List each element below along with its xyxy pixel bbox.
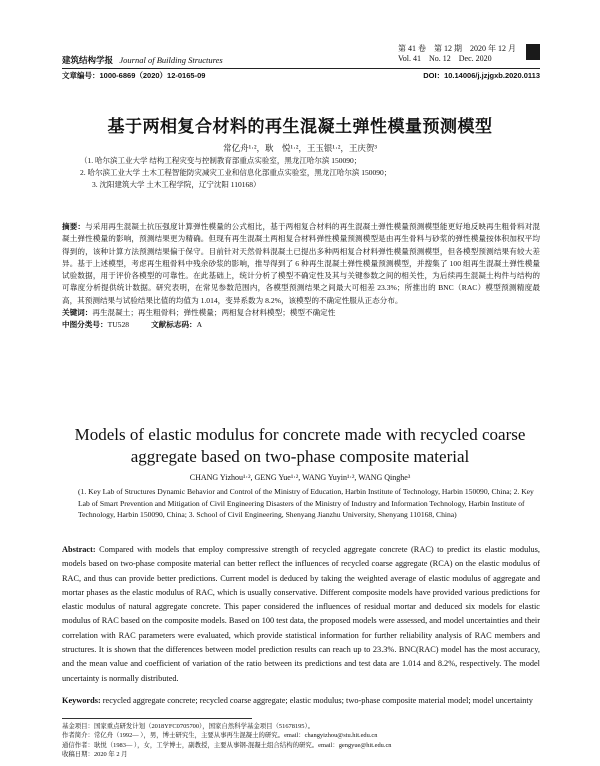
header-rule xyxy=(62,68,540,69)
footnote-rule xyxy=(62,718,252,719)
footnote-corresponding: 通信作者：耿悦（1983— ），女，工学博士，副教授，主要从事钢-混凝土组合结构的研究。email：gengyue@hit.edu.cn xyxy=(62,741,392,749)
chinese-authors: 常亿舟¹·²，耿 悦¹·²，王玉银¹·²，王庆贺³ xyxy=(223,143,377,153)
keywords-text: 再生混凝土；再生粗骨料；弹性模量；两相复合材料模型；模型不确定性 xyxy=(92,308,336,318)
abstract-label: 摘要： xyxy=(62,222,86,231)
journal-name-cn: 建筑结构学报 xyxy=(62,55,114,65)
clc-value: TU528 xyxy=(107,320,130,330)
chinese-abstract-body xyxy=(62,221,540,307)
issue-cn: 第 12 期 xyxy=(434,44,462,53)
footnotes xyxy=(62,722,540,760)
english-affiliations: (1. Key Lab of Structures Dynamic Behavior and Control of the Ministry of Education, Harbin Institute of Technology, Harbin 150090, China; 2. Key Lab of Smart Prevention and Mitigation of Civil Engineering Disasters of the Ministry of Industry and Information Technology, Harbin Institute of Technology, Harbin 150090, China; 3. School of Civil Engineering, Shenyang Jianzhu University, Shenyang 110168, China) xyxy=(78,487,534,519)
affiliation-line: （1. 哈尔滨工业大学 结构工程灾变与控制教育部重点实验室，黑龙江哈尔滨 150090； xyxy=(80,156,362,165)
footnote-author: 作者简介：常亿舟（1992— ），男，博士研究生，主要从事再生混凝土的研究。email：changyizhou@stu.hit.edu.cn xyxy=(62,732,378,740)
issue-info xyxy=(398,44,522,64)
date-cn: 2020 年 12 月 xyxy=(470,44,516,53)
issue-en: No. 12 xyxy=(428,54,451,63)
footnote-funding: 基金项目：国家重点研发计划（2018YFC0705700），国家自然科学基金项目（51678195）。 xyxy=(62,723,315,730)
doc-code-label: 文献标志码： xyxy=(151,320,197,330)
running-header xyxy=(62,46,540,68)
abstract-text: 与采用再生混凝土抗压强度计算弹性模量的公式相比，基于两相复合材料的再生混凝土弹性模量预测模型能更好地反映再生粗骨料对混凝土弹性模量的影响，预测结果更为精确。但现有再生混凝土两相复合材料弹性模量预测模型是由再生骨料与砂浆的弹性模量按体积加权平均得到的，该种计算方法预测结果偏于保守。目前针对天然骨料混凝土已提出多种两相复合材料弹性模量预测模型，但各模型预测结果有较大差异。基于上述模型，考虑再生粗骨料中残余砂浆的影响，推导得到了 6 种再生混凝土弹性模量预测模型，并搜集了 100 组再生混凝土弹性模量试验数据，用于评价各模型的可靠性。在此基础上，统计分析了模型不确定性及其与关键参数之间的相关性，为后续再生混凝土构件与结构的可靠度分析提供统计数据。研究表明，在常见参数范围内，各模型预测结果之间最大可相差 23.3%；所推出的 BNC（RAC）模型预测精度最高，其预测结果与试验结果比值的均值为 1.014，变异系数为 8.2%，该模型的不确定性服从正态分布。 xyxy=(62,222,540,305)
english-abstract-label: Abstract: xyxy=(62,545,96,554)
english-authors: CHANG Yizhou¹·², GENG Yue¹·², WANG Yuyin¹·², WANG Qinghe³ xyxy=(189,473,411,482)
clc-label: 中图分类号： xyxy=(62,320,108,330)
english-keywords-text: recycled aggregate concrete; recycled coarse aggregate; elastic modulus; two-phase composite material model; model uncertainty xyxy=(100,696,533,705)
date-en: Dec. 2020 xyxy=(458,54,492,63)
doc-code-value: A xyxy=(196,320,203,330)
keywords-label: 关键词： xyxy=(62,308,93,318)
footnote-received: 收稿日期：2020 年 2 月 xyxy=(62,751,128,759)
doi: DOI：10.14006/j.jzjgxb.2020.0113 xyxy=(423,71,540,80)
english-title-line1: Models of elastic modulus for concrete made with recycled coarse xyxy=(74,425,526,444)
english-title xyxy=(40,424,560,468)
chinese-title: 基于两相复合材料的再生混凝土弹性模量预测模型 xyxy=(107,117,493,136)
chinese-keywords xyxy=(62,307,540,319)
english-abstract xyxy=(62,543,540,686)
english-abstract-text: Compared with models that employ compressive strength of recycled aggregate concrete (RAC) to predict its elastic modulus, models based on two-phase composite material can better reflect the influences of recycled coarse aggregate (RCA) on the elastic modulus of RAC, and thus can provide better predictions. Current model is deduced by taking the weighted average of elastic modulus of aggregate and mortar phases as the elastic modulus of RAC, which is usually conservative. Different composite models have provided various predictions for elastic modulus of natural aggregate concrete. This paper considered the influences of residual mortar and deduced six models for elastic modulus of RAC based on the composite models. Based on 100 test data, the proposed models were assessed, and model uncertainties and their correlation with RAC parameters were evaluated, which provide statistical information for further reliability analysis of RAC members and structures. It is shown that the differences between model prediction results can reach up to 23.3%. BNC(RAC) model has the most accuracy, and the mean value and coefficient of variation of the ratio between its predictions and test data are 1.014 and 8.2%, respectively. The model uncertainty is normally distributed. xyxy=(62,545,540,683)
journal-name xyxy=(62,54,223,66)
english-title-line2: aggregate based on two-phase composite material xyxy=(130,447,470,466)
classification-line xyxy=(62,319,540,331)
volume-cn: 第 41 卷 xyxy=(398,44,426,53)
chinese-abstract xyxy=(62,221,540,332)
journal-name-en: Journal of Building Structures xyxy=(119,55,223,65)
english-keywords-label: Keywords: xyxy=(62,696,101,705)
chinese-affiliations xyxy=(80,155,540,191)
article-number: 文章编号：1000-6869（2020）12-0165-09 xyxy=(62,71,206,80)
header-marker xyxy=(526,44,540,60)
english-keywords xyxy=(62,694,540,708)
volume-en: Vol. 41 xyxy=(398,54,421,63)
affiliation-line: 3. 沈阳建筑大学 土木工程学院，辽宁沈阳 110168） xyxy=(92,180,261,189)
affiliation-line: 2. 哈尔滨工业大学 土木工程智能防灾减灾工业和信息化部重点实验室，黑龙江哈尔滨 150090； xyxy=(80,168,392,177)
